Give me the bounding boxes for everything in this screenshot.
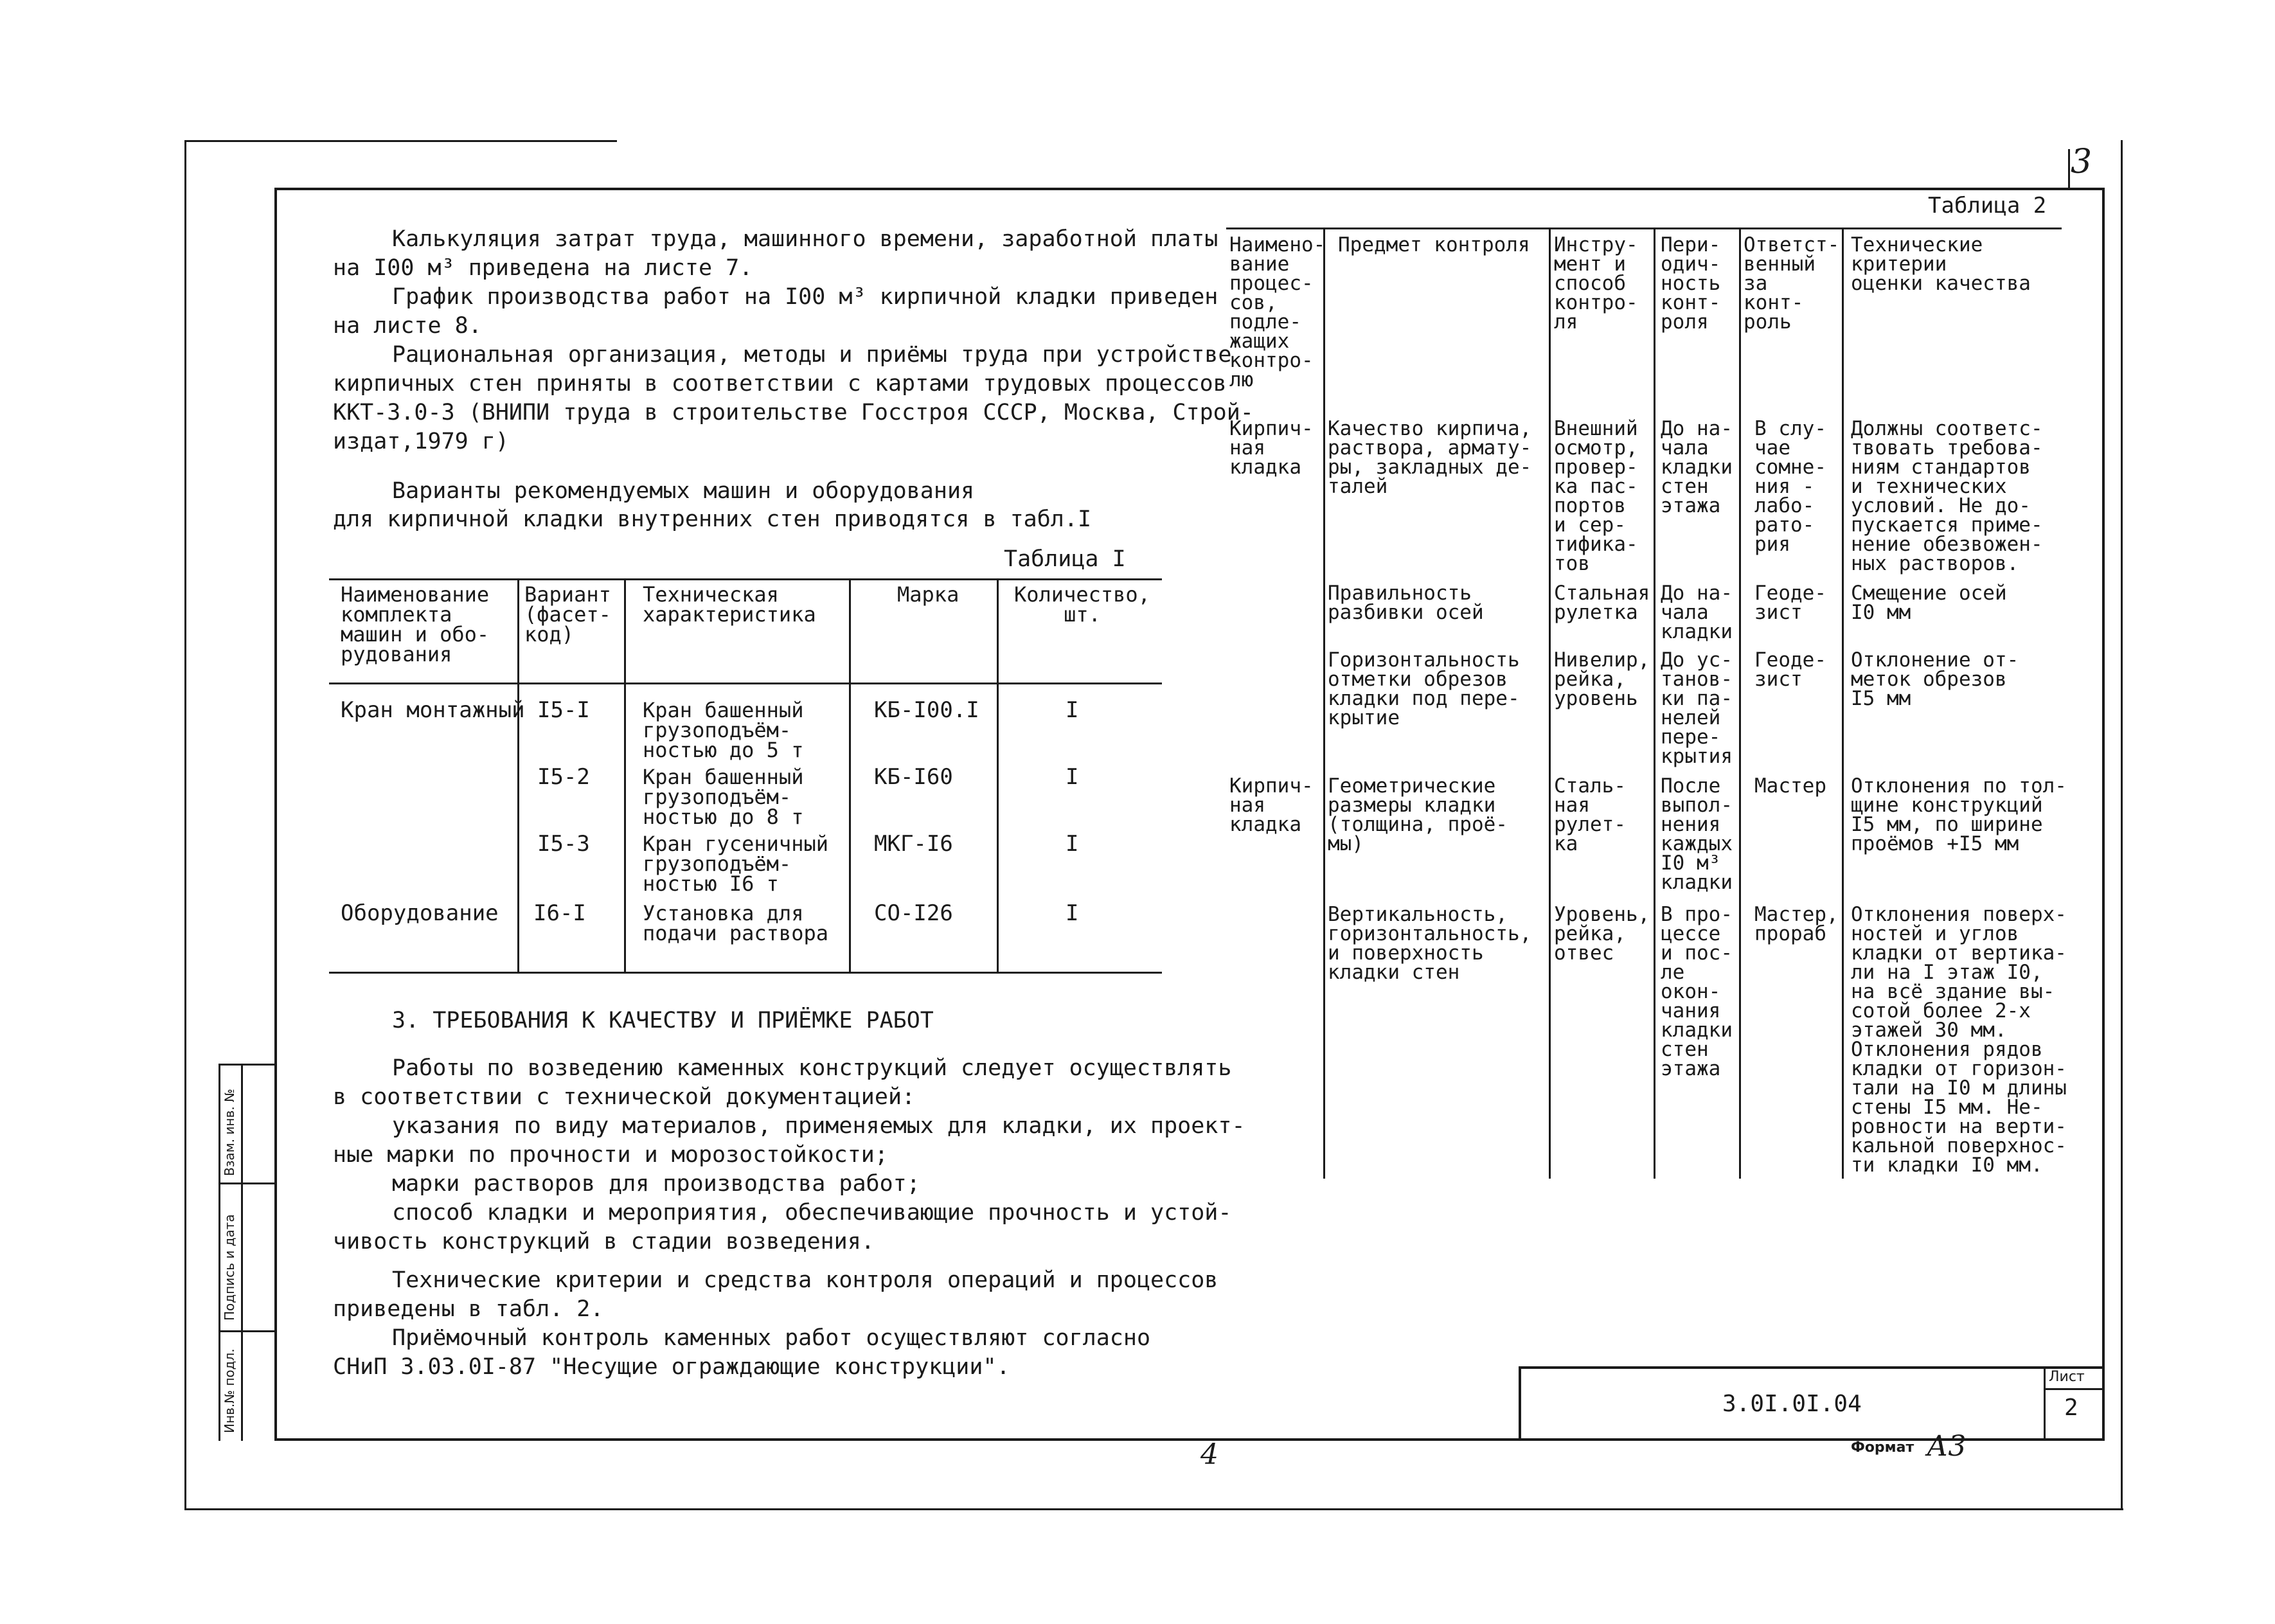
side-stamp-div1 <box>219 1182 276 1184</box>
table1-header-qty: Количество, шт. <box>1014 582 1150 627</box>
table2-header-process: Наимено- вание процес- сов, подле- жащих контро- лю <box>1229 233 1326 391</box>
table1-row4-qty: I <box>1066 900 1079 926</box>
table2-header-resp: Ответст- венный за конт- роль <box>1744 233 1840 334</box>
stamp-code: 3.0I.0I.04 <box>1722 1391 1862 1417</box>
inner-frame-top <box>274 188 2105 190</box>
table1-row3-qty: I <box>1066 831 1079 857</box>
table1-row4-spec: Установка для подачи раствора <box>643 901 828 945</box>
stamp-sheet-div <box>2044 1366 2046 1441</box>
format-value: А3 <box>1927 1430 1967 1463</box>
table1-row4-mark: СО-I26 <box>874 900 953 926</box>
stamp-left <box>1519 1366 1521 1441</box>
stamp-sheet-number: 2 <box>2064 1395 2078 1421</box>
table1-row3-spec: Кран гусеничный грузоподъём- ностью I6 т <box>643 832 828 896</box>
table1-row1-mark: КБ-I00.I <box>874 697 979 723</box>
table2-row1-period: До на- чала кладки стен этажа <box>1661 417 1733 517</box>
table2-row3-subject: Горизонтальность отметки обрезов кладки под пере- крытие <box>1328 648 1520 729</box>
table2-col-div-5 <box>1842 228 1844 1179</box>
table2-row3-tool: Нивелир, рейка, уровень <box>1554 648 1650 710</box>
table2-row3-criteria: Отклонение от- меток обрезов I5 мм <box>1851 648 2019 710</box>
table2-row4-resp: Мастер <box>1754 774 1826 798</box>
table2-row2-resp: Геоде- зист <box>1754 582 1826 624</box>
table2-row2-period: До на- чала кладки <box>1661 582 1733 643</box>
table2-row3-period: До ус- танов- ки па- нелей пере- крытия <box>1661 648 1733 768</box>
table1-intro-line-2: для кирпичной кладки внутренних стен приводятся в табл.I <box>333 506 1092 532</box>
table1-top-border <box>329 578 1162 580</box>
outer-frame-bottom <box>184 1508 2123 1510</box>
section3-line-5: марки растворов для производства работ; <box>392 1171 920 1197</box>
table2-col-div-4 <box>1739 228 1741 1179</box>
table2-row5-tool: Уровень, рейка, отвес <box>1554 903 1650 965</box>
table2-row4-period: После выпол- нения каждых I0 м³ кладки <box>1661 774 1733 894</box>
stamp-top <box>1519 1366 2102 1369</box>
stamp-sheet-label: Лист <box>2049 1369 2085 1385</box>
table2-top-border <box>1226 228 2062 229</box>
table2-row2-tool: Стальная рулетка <box>1554 582 1650 624</box>
table1-col-div-1 <box>517 578 519 974</box>
table1-header-border <box>329 683 1162 684</box>
page-number-top: 3 <box>2071 143 2092 181</box>
table1-row1-qty: I <box>1066 697 1079 723</box>
table1-col-div-2 <box>624 578 626 974</box>
inner-frame-left <box>274 188 277 1441</box>
table1-row2-spec: Кран башенный грузоподъём- ностью до 8 т <box>643 765 804 829</box>
table1-row1-spec: Кран башенный грузоподъём- ностью до 5 т <box>643 698 804 762</box>
table1-header-mark: Марка <box>897 582 959 607</box>
section3-title: 3. ТРЕБОВАНИЯ К КАЧЕСТВУ И ПРИЁМКЕ РАБОТ <box>392 1008 934 1033</box>
section3-line-6: способ кладки и мероприятия, обеспечивающие прочность и устой- <box>392 1200 1232 1226</box>
table1-row3-mark: МКГ-I6 <box>874 831 953 857</box>
stamp-sheet-label-div <box>2044 1388 2102 1390</box>
table2-row5-period: В про- цессе и пос- ле окон- чания кладки стен этажа <box>1661 903 1733 1080</box>
table2-row5-resp: Мастер, прораб <box>1754 903 1839 945</box>
outer-frame-top-dashed <box>186 140 617 142</box>
section3-line-1: Работы по возведению каменных конструкций следует осуществлять <box>392 1055 1232 1081</box>
section3-line-11: СНиП 3.03.0I-87 "Несущие ограждающие конструкции". <box>333 1354 1010 1380</box>
table2-caption: Таблица 2 <box>1928 193 2047 219</box>
table2-row5-criteria: Отклонения поверх- ностей и углов кладки от вертика- ли на I этаж I0, на всё здание вы- сотой более 2-х этажей 30 мм. Отклонения рядов кладки от горизон- тали на I0 м длины стены I5 мм. Не- ровности на верти- кальной поверхнос- ти кладки I0 мм. <box>1851 903 2067 1177</box>
table1-row2-mark: КБ-I60 <box>874 764 953 790</box>
table2-row2-subject: Правильность разбивки осей <box>1328 582 1484 624</box>
table2-row1-process: Кирпич- ная кладка <box>1229 417 1314 479</box>
table2-row5-subject: Вертикальность, горизонтальность, и поверхность кладки стен <box>1328 903 1532 984</box>
table2-row4-tool: Сталь- ная рулет- ка <box>1554 774 1626 855</box>
inner-frame-bottom <box>274 1438 2105 1441</box>
table1-row3-variant: I5-3 <box>537 831 590 857</box>
table2-col-div-2 <box>1549 228 1551 1179</box>
table2-row1-subject: Качество кирпича, раствора, армату- ры, закладных де- талей <box>1328 417 1532 498</box>
table1-row2-qty: I <box>1066 764 1079 790</box>
table1-row2-variant: I5-2 <box>537 764 590 790</box>
table2-row1-criteria: Должны соответс- твовать требова- ниям стандартов и технических условий. Не до- пускается приме- нение обезвожен- ных растворов. <box>1851 417 2043 575</box>
table1-caption: Таблица I <box>1004 546 1126 572</box>
table2-row1-tool: Внешний осмотр, провер- ка пас- портов и сер- тифика- тов <box>1554 417 1638 575</box>
table2-row3-resp: Геоде- зист <box>1754 648 1826 691</box>
paragraph-2-line-1: График производства работ на I00 м³ кирпичной кладки приведен <box>392 284 1218 310</box>
table1-row4-variant: I6-I <box>533 900 586 926</box>
table2-header-criteria: Технические критерии оценки качества <box>1851 233 2031 295</box>
paragraph-2-line-2: на листе 8. <box>333 313 482 339</box>
table1-header-name: Наименование комплекта машин и обо- рудования <box>341 582 490 666</box>
table1-header-spec: Техническая характеристика <box>643 582 816 627</box>
section3-line-2: в соответствии с технической документацией: <box>333 1084 916 1110</box>
table1-bottom-border <box>329 972 1162 974</box>
table2-row4-subject: Геометрические размеры кладки (толщина, проё- мы) <box>1328 774 1508 855</box>
side-stamp-mid <box>241 1064 243 1441</box>
paragraph-1-line-2: на I00 м³ приведена на листе 7. <box>333 255 753 281</box>
outer-frame-left <box>184 140 186 1510</box>
side-stamp-inv-podl: Инв.№ подл. <box>222 1348 237 1433</box>
table2-row2-criteria: Смещение осей I0 мм <box>1851 582 2007 624</box>
table1-row1-variant: I5-I <box>537 697 590 723</box>
table2-row4-criteria: Отклонения по тол- щине конструкций I5 мм, по ширине проёмов +I5 мм <box>1851 774 2067 855</box>
section3-line-7: чивость конструкций в стадии возведения. <box>333 1229 875 1254</box>
paragraph-3-line-3: ККТ-3.0-3 (ВНИПИ труда в строительстве Госстроя СССР, Москва, Строй- <box>333 400 1254 425</box>
section3-line-10: Приёмочный контроль каменных работ осуществляют согласно <box>392 1325 1151 1351</box>
table1-intro-line-1: Варианты рекомендуемых машин и оборудования <box>392 478 975 504</box>
section3-line-3: указания по виду материалов, применяемых для кладки, их проект- <box>392 1113 1245 1139</box>
format-label: Формат <box>1851 1440 1914 1456</box>
table2-header-subject: Предмет контроля <box>1338 233 1530 256</box>
table1-col-div-3 <box>849 578 851 974</box>
paragraph-3-line-1: Рациональная организация, методы и приёмы труда при устройстве <box>392 342 1232 368</box>
section3-line-8: Технические критерии и средства контроля операций и процессов <box>392 1267 1218 1293</box>
side-stamp-podpis-data: Подпись и дата <box>222 1214 237 1321</box>
inner-frame-right <box>2102 188 2105 1441</box>
outer-frame-right <box>2121 140 2123 1510</box>
side-stamp-vzam-inv: Взам. инв. № <box>222 1089 237 1176</box>
table2-col-div-3 <box>1654 228 1655 1179</box>
paragraph-3-line-2: кирпичных стен приняты в соответствии с картами трудовых процессов <box>333 371 1227 397</box>
page-number-mark <box>2068 149 2070 188</box>
side-stamp-left <box>219 1064 220 1441</box>
table1-header-variant: Вариант (фасет- код) <box>524 582 611 647</box>
table1-col-div-4 <box>997 578 999 974</box>
table1-row4-name: Оборудование <box>341 900 499 926</box>
section3-line-4: ные марки по прочности и морозостойкости; <box>333 1142 888 1168</box>
table2-row1-resp: В слу- чае сомне- ния - лабо- рато- рия <box>1754 417 1826 556</box>
section3-line-9: приведены в табл. 2. <box>333 1296 604 1322</box>
table2-header-period: Пери- одич- ность конт- роля <box>1661 233 1721 334</box>
table2-header-tool: Инстру- мент и способ контро- ля <box>1554 233 1638 334</box>
side-stamp-top <box>219 1064 276 1066</box>
side-stamp-div2 <box>219 1330 276 1332</box>
table1-row1-name: Кран монтажный <box>341 697 525 723</box>
paragraph-1-line-1: Калькуляция затрат труда, машинного времени, заработной платы <box>392 226 1218 252</box>
paragraph-3-line-4: издат,1979 г) <box>333 429 509 454</box>
page-number-bottom: 4 <box>1200 1438 1218 1471</box>
table2-row4-process: Кирпич- ная кладка <box>1229 774 1314 836</box>
